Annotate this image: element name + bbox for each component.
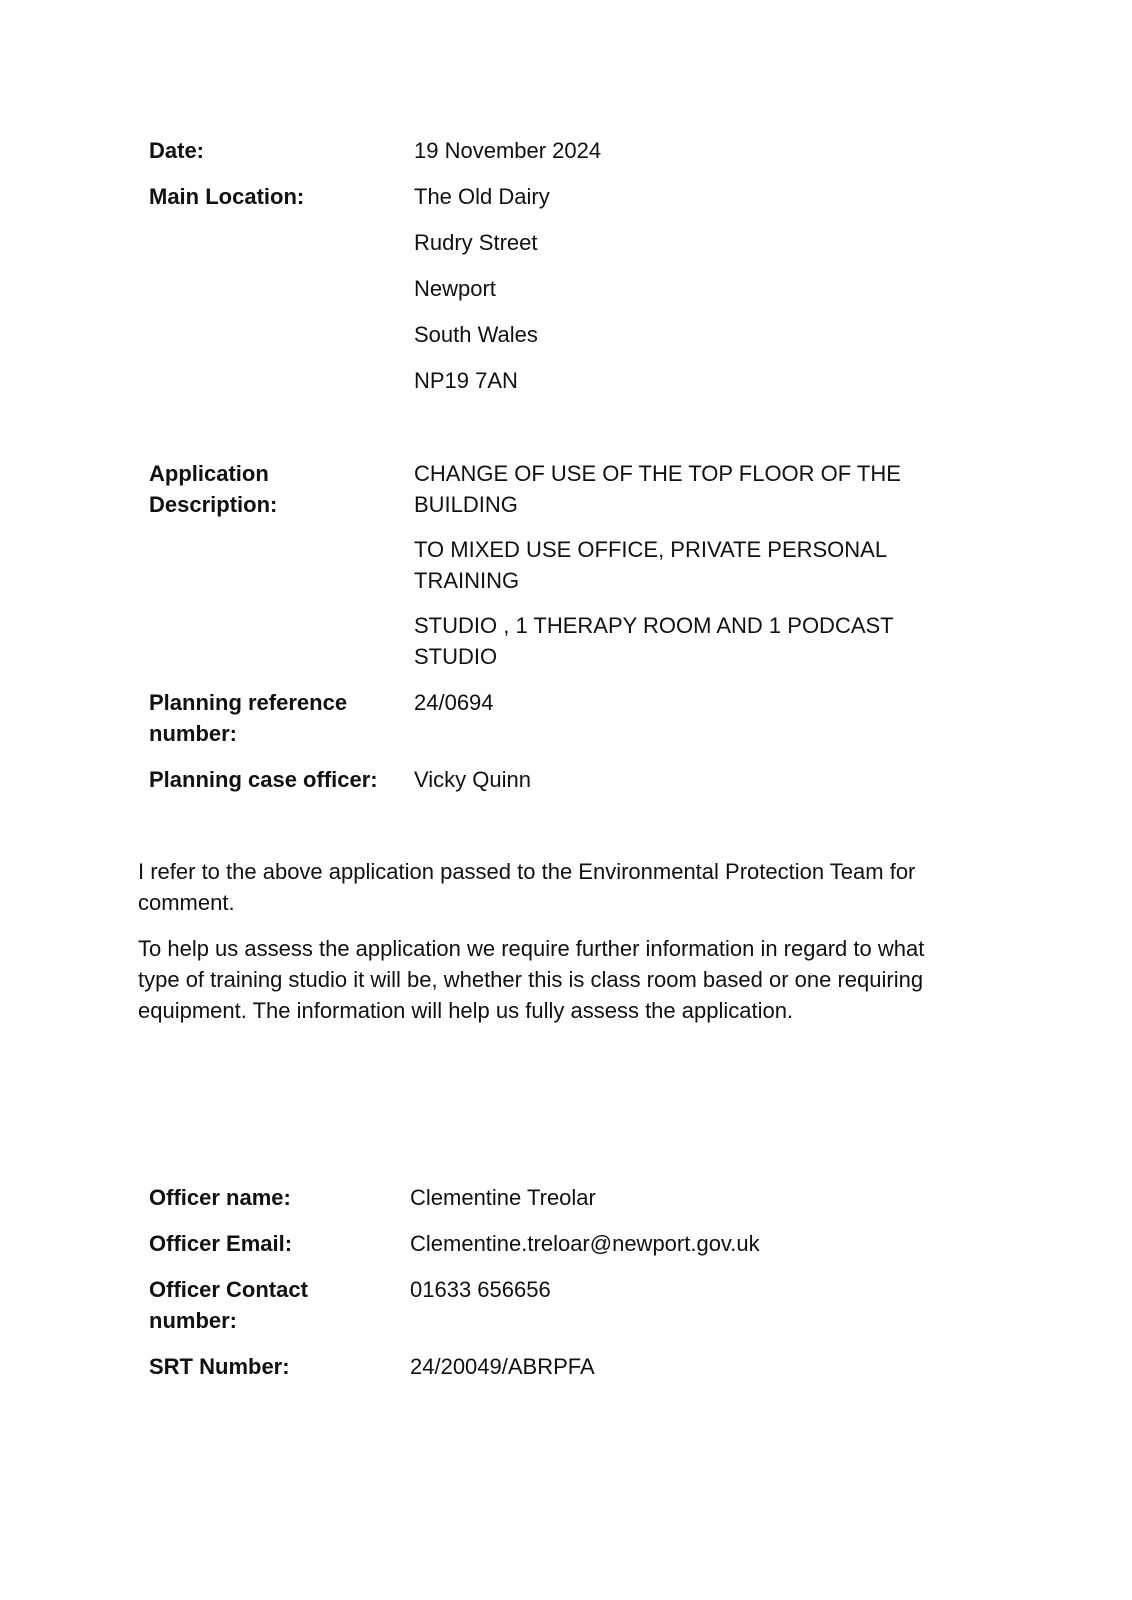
description-line: TRAINING	[414, 568, 520, 593]
location-line: South Wales	[414, 322, 538, 347]
officer-contact-label: Officer Contact	[149, 1277, 308, 1302]
description-line: TO MIXED USE OFFICE, PRIVATE PERSONAL	[414, 537, 888, 562]
paragraph-line: I refer to the above application passed to the Environmental Protection Team for	[138, 859, 916, 884]
paragraph-line: comment.	[138, 890, 235, 915]
srt-number-value: 24/20049/ABRPFA	[410, 1354, 595, 1379]
location-line: NP19 7AN	[414, 368, 518, 393]
location-line: Newport	[414, 276, 496, 301]
location-line: The Old Dairy	[414, 184, 550, 209]
date-label: Date:	[149, 138, 205, 163]
officer-contact-value: 01633 656656	[410, 1277, 551, 1302]
description-line: STUDIO	[414, 644, 498, 669]
planning-reference-value: 24/0694	[414, 690, 494, 715]
planning-case-officer-label: Planning case officer:	[149, 767, 378, 792]
officer-contact-label: number:	[149, 1308, 237, 1333]
paragraph-line: type of training studio it will be, whether this is class room based or one requiring	[138, 967, 924, 992]
date-value: 19 November 2024	[414, 138, 602, 163]
paragraph-line: To help us assess the application we require further information in regard to what	[138, 936, 925, 961]
srt-number-label: SRT Number:	[149, 1354, 290, 1379]
officer-name-label: Officer name:	[149, 1185, 291, 1210]
officer-name-value: Clementine Treolar	[410, 1185, 596, 1210]
application-description-label: Application	[149, 461, 269, 486]
description-line: CHANGE OF USE OF THE TOP FLOOR OF THE	[414, 461, 901, 486]
planning-reference-label: Planning reference	[149, 690, 348, 715]
paragraph-line: equipment. The information will help us fully assess the application.	[138, 998, 794, 1023]
main-location-label: Main Location:	[149, 184, 305, 209]
planning-reference-label: number:	[149, 721, 237, 746]
officer-email-label: Officer Email:	[149, 1231, 293, 1256]
description-line: BUILDING	[414, 492, 518, 517]
description-line: STUDIO , 1 THERAPY ROOM AND 1 PODCAST	[414, 613, 894, 638]
location-line: Rudry Street	[414, 230, 538, 255]
application-description-label: Description:	[149, 492, 278, 517]
officer-email-value[interactable]: Clementine.treloar@newport.gov.uk	[410, 1231, 760, 1256]
planning-case-officer-value: Vicky Quinn	[414, 767, 531, 792]
